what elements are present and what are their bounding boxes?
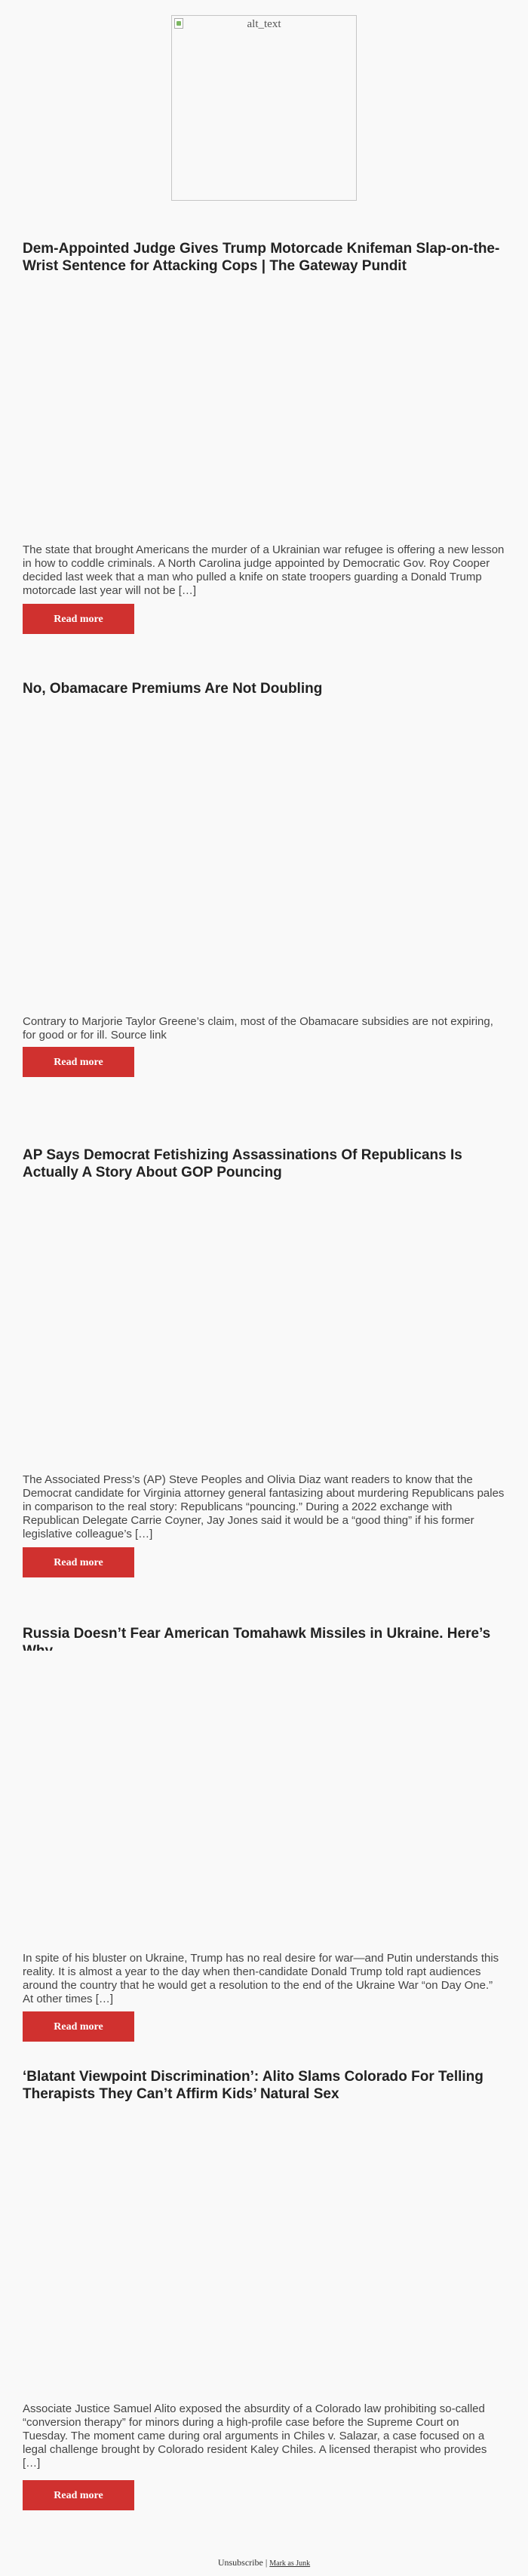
article-card [23,1625,505,2033]
article-card [23,2068,505,2501]
article-card [23,240,505,625]
article-title[interactable]: ‘Blatant Viewpoint Discrimination’: Alito Slams Colorado For Telling Therapists They Can’t Affirm Kids’ Natural Sex [23,2069,483,2102]
read-more-button[interactable]: Read more [23,1047,134,1077]
article-title[interactable]: Russia Doesn’t Fear American Tomahawk Missiles in Ukraine. Here’s [23,1626,491,1642]
mark-as-junk-link[interactable]: Mark as Junk [269,2559,311,2568]
article-title[interactable]: Dem-Appointed Judge Gives Trump Motorcade Knifeman Slap-on-the-Wrist Sentence for Attacking Cops | The Gateway Pundit [23,241,500,274]
footer-separator: | [265,2557,268,2568]
read-more-button[interactable]: Read more [23,2480,134,2510]
unsubscribe-link[interactable]: Unsubscribe [217,2557,263,2568]
article-image [23,706,505,1008]
article-excerpt: The Associated Press’s (AP) Steve Peoples and Olivia Diaz want readers to know that the Democrat candidate for Virginia attorney general fantasizing about murdering Republicans pales in comparison to the real story: Republicans “pouncing.” During a 2022 exchange with Republican Delegate Carrie Coyner, Jay Jones said it would be a “good thing” if his former legislative colleague’s […] [23,1473,505,1540]
read-more-button[interactable]: Read more [23,2011,134,2042]
article-title[interactable]: AP Says Democrat Fetishizing Assassinations Of Republicans Is Actually A Story About GOP Pouncing [23,1147,462,1180]
header-logo-area [0,0,528,204]
article-image [23,1187,505,1467]
read-more-button[interactable]: Read more [23,604,134,634]
article-excerpt: In spite of his bluster on Ukraine, Trump has no real desire for war—and Putin understands this reality. It is almost a year to the day when then-candidate Donald Trump told rapt audiences around the country that he would get a resolution to the end of the Ukraine War “on Day One.” At other times […] [23,1952,499,2005]
article-card [23,680,505,1068]
email-footer [0,2557,528,2568]
logo-alt-text: alt_text [247,18,281,30]
article-title[interactable]: No, Obamacare Premiums Are Not Doubling [23,681,323,697]
logo-image [171,15,357,201]
article-image [23,281,505,537]
article-excerpt: Contrary to Marjorie Taylor Greene’s claim, most of the Obamacare subsidies are not expiring, for good or for ill. Source link [23,1015,493,1042]
article-image [23,1651,505,1945]
article-excerpt: Associate Justice Samuel Alito exposed the absurdity of a Colorado law prohibiting so-called “conversion therapy” for minors during a high-profile case before the Supreme Court on Tuesday. The moment came during oral arguments in Chiles v. Salazar, a case focused on a legal challenge brought by Colorado resident Kaley Chiles. A licensed therapist who provides […] [23,2402,487,2470]
article-card [23,1146,505,1568]
article-image [23,2109,505,2396]
read-more-button[interactable]: Read more [23,1547,134,1577]
article-excerpt: The state that brought Americans the murder of a Ukrainian war refugee is offering a new lesson in how to coddle criminals. A North Carolina judge appointed by Democratic Gov. Roy Cooper decided last week that a man who pulled a knife on state troopers guarding a Donald Trump motorcade last year will not be […] [23,543,505,597]
